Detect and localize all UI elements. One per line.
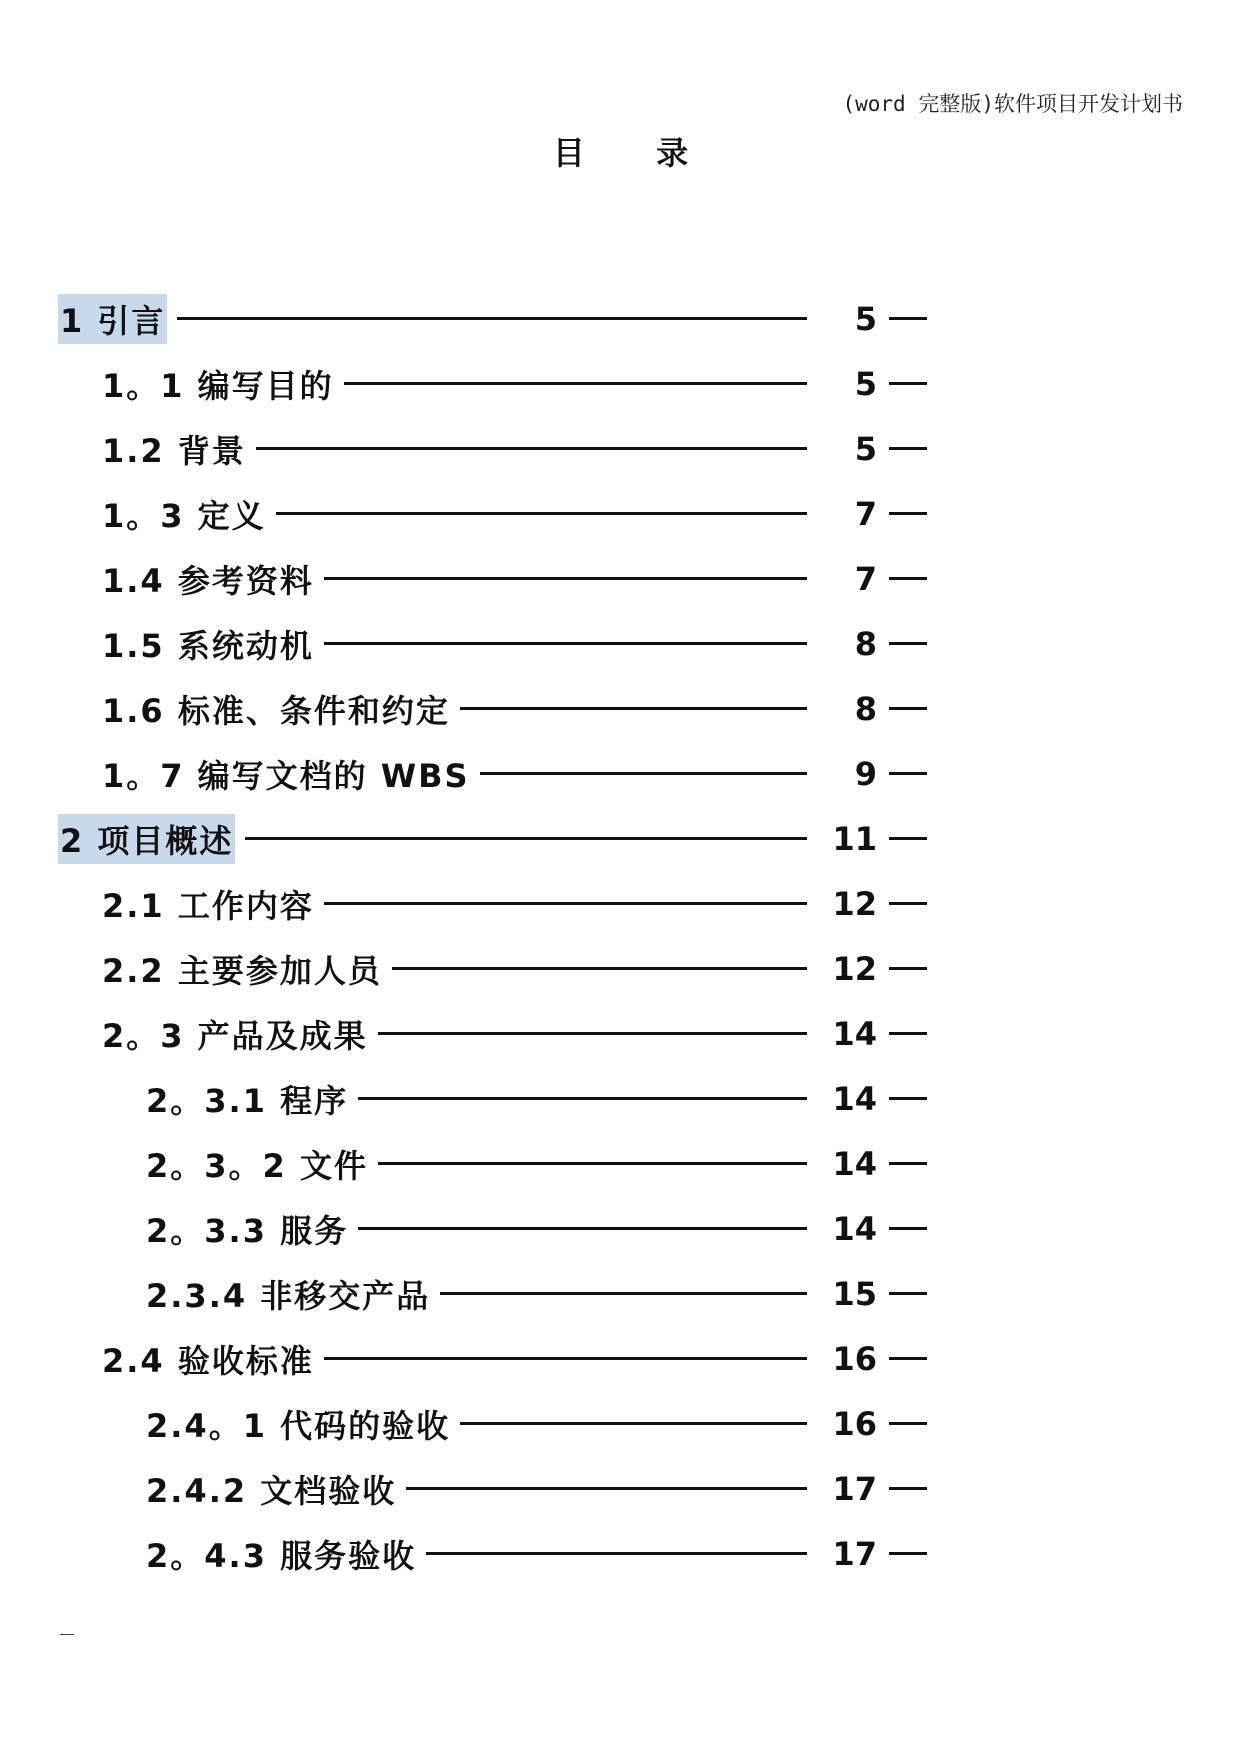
- toc-tail: [889, 1292, 927, 1295]
- footer-mark: [60, 1634, 74, 1635]
- toc-tail: [889, 1422, 927, 1425]
- toc-entry[interactable]: [0, 741, 1241, 806]
- toc-entry-label: 2.3.4 非移交产品: [146, 1276, 431, 1315]
- toc-entry-page: 11: [832, 819, 877, 858]
- toc-entry[interactable]: [0, 676, 1241, 741]
- toc-leader: [324, 1357, 807, 1360]
- toc-entry-label: 2。3.3 服务: [146, 1211, 349, 1250]
- toc-entry-page: 8: [854, 689, 877, 728]
- toc-entry-label: 1。7 编写文档的 WBS: [102, 756, 470, 795]
- running-header: (word 完整版)软件项目开发计划书: [842, 92, 1183, 116]
- toc-entry-label: 1。1 编写目的: [102, 366, 334, 405]
- toc-entry-label: 2.1 工作内容: [102, 886, 314, 925]
- toc-leader: [426, 1552, 807, 1555]
- toc-entry-page: 14: [832, 1014, 877, 1053]
- toc-entry[interactable]: [0, 1326, 1241, 1391]
- toc-entry-page: 7: [854, 559, 877, 598]
- toc-tail: [889, 577, 927, 580]
- toc-entry[interactable]: [0, 1391, 1241, 1456]
- toc-tail: [889, 512, 927, 515]
- toc-entry[interactable]: [0, 1521, 1241, 1586]
- toc-entry-page: 12: [832, 949, 877, 988]
- toc-entry[interactable]: [0, 1261, 1241, 1326]
- toc-leader: [324, 577, 807, 580]
- toc-entry-page: 5: [854, 299, 877, 338]
- toc-tail: [889, 1032, 927, 1035]
- toc-leader: [276, 512, 807, 515]
- toc-entry[interactable]: [0, 1001, 1241, 1066]
- toc-leader: [480, 772, 807, 775]
- toc-tail: [889, 317, 927, 320]
- toc-leader: [358, 1227, 807, 1230]
- toc-entry-label: 1.5 系统动机: [102, 626, 314, 665]
- toc-entry-page: 7: [854, 494, 877, 533]
- toc-entry-page: 5: [854, 364, 877, 403]
- toc-entry[interactable]: [0, 481, 1241, 546]
- toc-tail: [889, 447, 927, 450]
- toc-entry-label: 1 引言: [58, 294, 167, 344]
- toc-entry-page: 14: [832, 1079, 877, 1118]
- toc-tail: [889, 707, 927, 710]
- toc-entry-label: 2.4 验收标准: [102, 1341, 314, 1380]
- toc-entry-label: 1.4 参考资料: [102, 561, 314, 600]
- toc-entry-page: 9: [854, 754, 877, 793]
- toc-tail: [889, 1357, 927, 1360]
- toc-entry[interactable]: [0, 611, 1241, 676]
- toc-leader: [460, 707, 807, 710]
- toc-entry-page: 16: [832, 1339, 877, 1378]
- toc-entry[interactable]: [0, 416, 1241, 481]
- toc-entry-label: 2.4.2 文档验收: [146, 1471, 397, 1510]
- toc-entry[interactable]: [0, 871, 1241, 936]
- toc-entry-label: 1.2 背景: [102, 431, 246, 470]
- toc-entry-label: 2.2 主要参加人员: [102, 951, 382, 990]
- toc-tail: [889, 902, 927, 905]
- toc-entry-label: 1.6 标准、条件和约定: [102, 691, 450, 730]
- toc-entry-page: 8: [854, 624, 877, 663]
- toc-entry-page: 17: [832, 1469, 877, 1508]
- toc-tail: [889, 1162, 927, 1165]
- toc-tail: [889, 642, 927, 645]
- toc-entry-label: 2。3.1 程序: [146, 1081, 349, 1120]
- toc-entry-page: 14: [832, 1209, 877, 1248]
- toc-leader: [460, 1422, 807, 1425]
- toc-entry-label: 1。3 定义: [102, 496, 266, 535]
- toc-leader: [378, 1162, 807, 1165]
- toc-leader: [378, 1032, 807, 1035]
- toc-entry[interactable]: [0, 806, 1241, 871]
- toc-leader: [358, 1097, 807, 1100]
- toc-tail: [889, 772, 927, 775]
- toc-tail: [889, 1097, 927, 1100]
- toc-entry-label: 2。4.3 服务验收: [146, 1536, 417, 1575]
- toc-leader: [256, 447, 807, 450]
- toc-tail: [889, 1487, 927, 1490]
- toc-leader: [177, 317, 807, 320]
- toc-leader: [406, 1487, 807, 1490]
- toc-leader: [344, 382, 807, 385]
- toc-entry-label: 2。3。2 文件: [146, 1146, 368, 1185]
- toc-entry[interactable]: [0, 1066, 1241, 1131]
- toc-leader: [440, 1292, 807, 1295]
- toc-entry-label: 2。3 产品及成果: [102, 1016, 368, 1055]
- toc-entry-page: 16: [832, 1404, 877, 1443]
- toc-entry[interactable]: [0, 1196, 1241, 1261]
- toc-entry[interactable]: [0, 351, 1241, 416]
- toc-tail: [889, 1552, 927, 1555]
- toc-entry-page: 15: [832, 1274, 877, 1313]
- table-of-contents: [0, 286, 1241, 1586]
- toc-tail: [889, 382, 927, 385]
- toc-leader: [245, 837, 807, 840]
- toc-entry-page: 12: [832, 884, 877, 923]
- toc-entry-label: 2 项目概述: [58, 814, 235, 864]
- toc-title: 目 录: [552, 134, 719, 172]
- toc-entry-label: 2.4。1 代码的验收: [146, 1406, 451, 1445]
- toc-leader: [392, 967, 807, 970]
- toc-entry[interactable]: [0, 936, 1241, 1001]
- toc-entry[interactable]: [0, 546, 1241, 611]
- toc-entry-page: 5: [854, 429, 877, 468]
- toc-tail: [889, 967, 927, 970]
- toc-entry[interactable]: [0, 286, 1241, 351]
- toc-tail: [889, 1227, 927, 1230]
- toc-entry-page: 17: [832, 1534, 877, 1573]
- toc-leader: [324, 902, 807, 905]
- toc-entry[interactable]: [0, 1456, 1241, 1521]
- toc-entry[interactable]: [0, 1131, 1241, 1196]
- toc-leader: [324, 642, 807, 645]
- toc-tail: [889, 837, 927, 840]
- toc-entry-page: 14: [832, 1144, 877, 1183]
